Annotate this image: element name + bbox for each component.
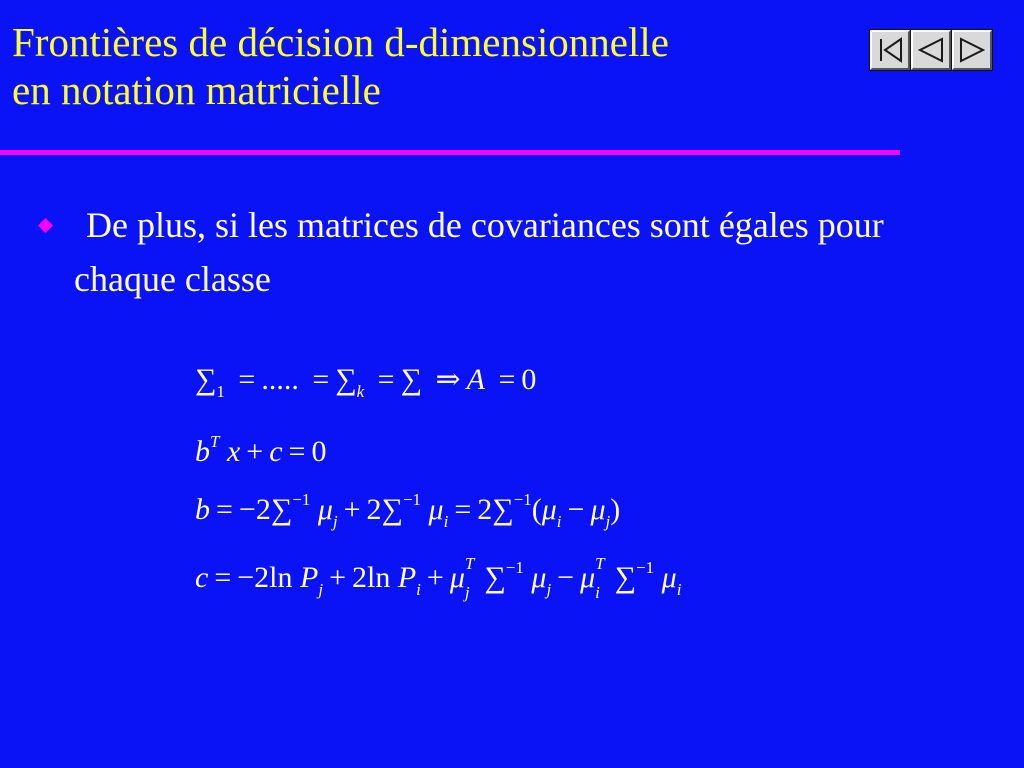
sub-superscript bbox=[464, 554, 477, 603]
superscript: −1 bbox=[513, 490, 532, 509]
subscript: j bbox=[318, 580, 324, 599]
subscript: i bbox=[556, 512, 562, 531]
variable: x bbox=[226, 435, 241, 468]
plus-sign: + bbox=[343, 493, 361, 526]
implies-symbol: ⇒ bbox=[435, 363, 461, 396]
equals-sign: = bbox=[288, 435, 306, 468]
superscript: −1 bbox=[636, 558, 655, 577]
plus-sign: + bbox=[329, 561, 346, 594]
plus-sign: + bbox=[246, 435, 264, 468]
variable: μ bbox=[531, 561, 547, 594]
number: 2 bbox=[352, 561, 367, 594]
superscript: T bbox=[464, 554, 475, 574]
sigma-symbol: ∑ bbox=[492, 493, 514, 526]
subscript: i bbox=[416, 580, 421, 599]
diamond-bullet-icon bbox=[38, 218, 53, 233]
sigma-symbol: ∑ bbox=[270, 493, 293, 526]
sigma-symbol: ∑ bbox=[400, 363, 422, 396]
slide-navigation bbox=[869, 29, 993, 71]
subscript: i bbox=[443, 512, 449, 531]
sigma-symbol: ∑ bbox=[195, 363, 217, 396]
right-paren: ) bbox=[610, 493, 621, 526]
slide-title bbox=[12, 18, 872, 114]
sigma-symbol: ∑ bbox=[381, 493, 403, 526]
number: 0 bbox=[521, 363, 537, 396]
subscript: 1 bbox=[216, 382, 225, 401]
left-paren: ( bbox=[531, 493, 542, 526]
subscript: j bbox=[605, 512, 611, 531]
number: 2 bbox=[477, 493, 493, 526]
variable: μ bbox=[428, 493, 444, 526]
previous-slide-button[interactable] bbox=[911, 30, 951, 70]
variable: μ bbox=[580, 561, 596, 594]
superscript: −1 bbox=[292, 490, 311, 509]
equals-sign: = bbox=[216, 493, 233, 526]
variable: P bbox=[397, 561, 417, 594]
first-slide-button[interactable] bbox=[870, 30, 910, 70]
superscript: −1 bbox=[402, 490, 422, 509]
subscript: i bbox=[595, 583, 600, 603]
superscript: T bbox=[595, 554, 605, 574]
ellipsis: ..... bbox=[261, 363, 299, 396]
equals-sign: = bbox=[498, 363, 516, 396]
variable: A bbox=[466, 363, 485, 396]
function-name: ln bbox=[367, 561, 391, 594]
next-slide-icon bbox=[956, 34, 988, 66]
variable: μ bbox=[317, 493, 333, 526]
minus-sign: − bbox=[237, 561, 255, 594]
variable: c bbox=[195, 561, 209, 594]
variable: P bbox=[300, 561, 319, 594]
function-name: ln bbox=[269, 561, 293, 594]
sub-superscript bbox=[595, 554, 607, 603]
subscript: j bbox=[464, 583, 470, 603]
minus-sign: − bbox=[238, 493, 256, 526]
subscript: k bbox=[356, 382, 365, 401]
sigma-symbol: ∑ bbox=[335, 363, 357, 396]
subscript: j bbox=[546, 580, 552, 599]
first-slide-icon bbox=[874, 34, 906, 66]
subscript: i bbox=[676, 580, 682, 599]
superscript: −1 bbox=[505, 558, 524, 577]
sigma-symbol: ∑ bbox=[614, 561, 637, 594]
number: 2 bbox=[254, 561, 270, 594]
title-divider bbox=[0, 150, 900, 155]
number: 0 bbox=[311, 435, 327, 468]
equation-line-3 bbox=[195, 480, 621, 531]
variable: μ bbox=[661, 561, 677, 594]
variable: μ bbox=[541, 493, 557, 526]
variable: μ bbox=[590, 493, 606, 526]
number: 2 bbox=[255, 493, 271, 526]
variable: b bbox=[195, 493, 210, 526]
equals-sign: = bbox=[377, 363, 395, 396]
title-line-2: en notation matricielle bbox=[12, 67, 381, 113]
number: 2 bbox=[366, 493, 382, 526]
minus-sign: − bbox=[557, 561, 575, 594]
equation-line-2 bbox=[195, 422, 327, 468]
plus-sign: + bbox=[426, 561, 444, 594]
equation-line-1 bbox=[195, 360, 536, 400]
equation-line-4 bbox=[195, 548, 682, 603]
equals-sign: = bbox=[214, 561, 232, 594]
variable: c bbox=[269, 435, 283, 468]
equals-sign: = bbox=[238, 363, 256, 396]
subscript: j bbox=[332, 512, 338, 531]
minus-sign: − bbox=[567, 493, 585, 526]
next-slide-button[interactable] bbox=[952, 30, 992, 70]
bullet-text: De plus, si les matrices de covariances sont égales pour chaque classe bbox=[74, 205, 884, 299]
equals-sign: = bbox=[454, 493, 472, 526]
superscript: T bbox=[210, 432, 220, 451]
variable: b bbox=[195, 435, 210, 468]
title-line-1: Frontières de décision d-dimensionnelle bbox=[12, 19, 669, 65]
equals-sign: = bbox=[312, 363, 330, 396]
previous-slide-icon bbox=[915, 34, 947, 66]
variable: μ bbox=[449, 561, 465, 594]
sigma-symbol: ∑ bbox=[484, 561, 506, 594]
